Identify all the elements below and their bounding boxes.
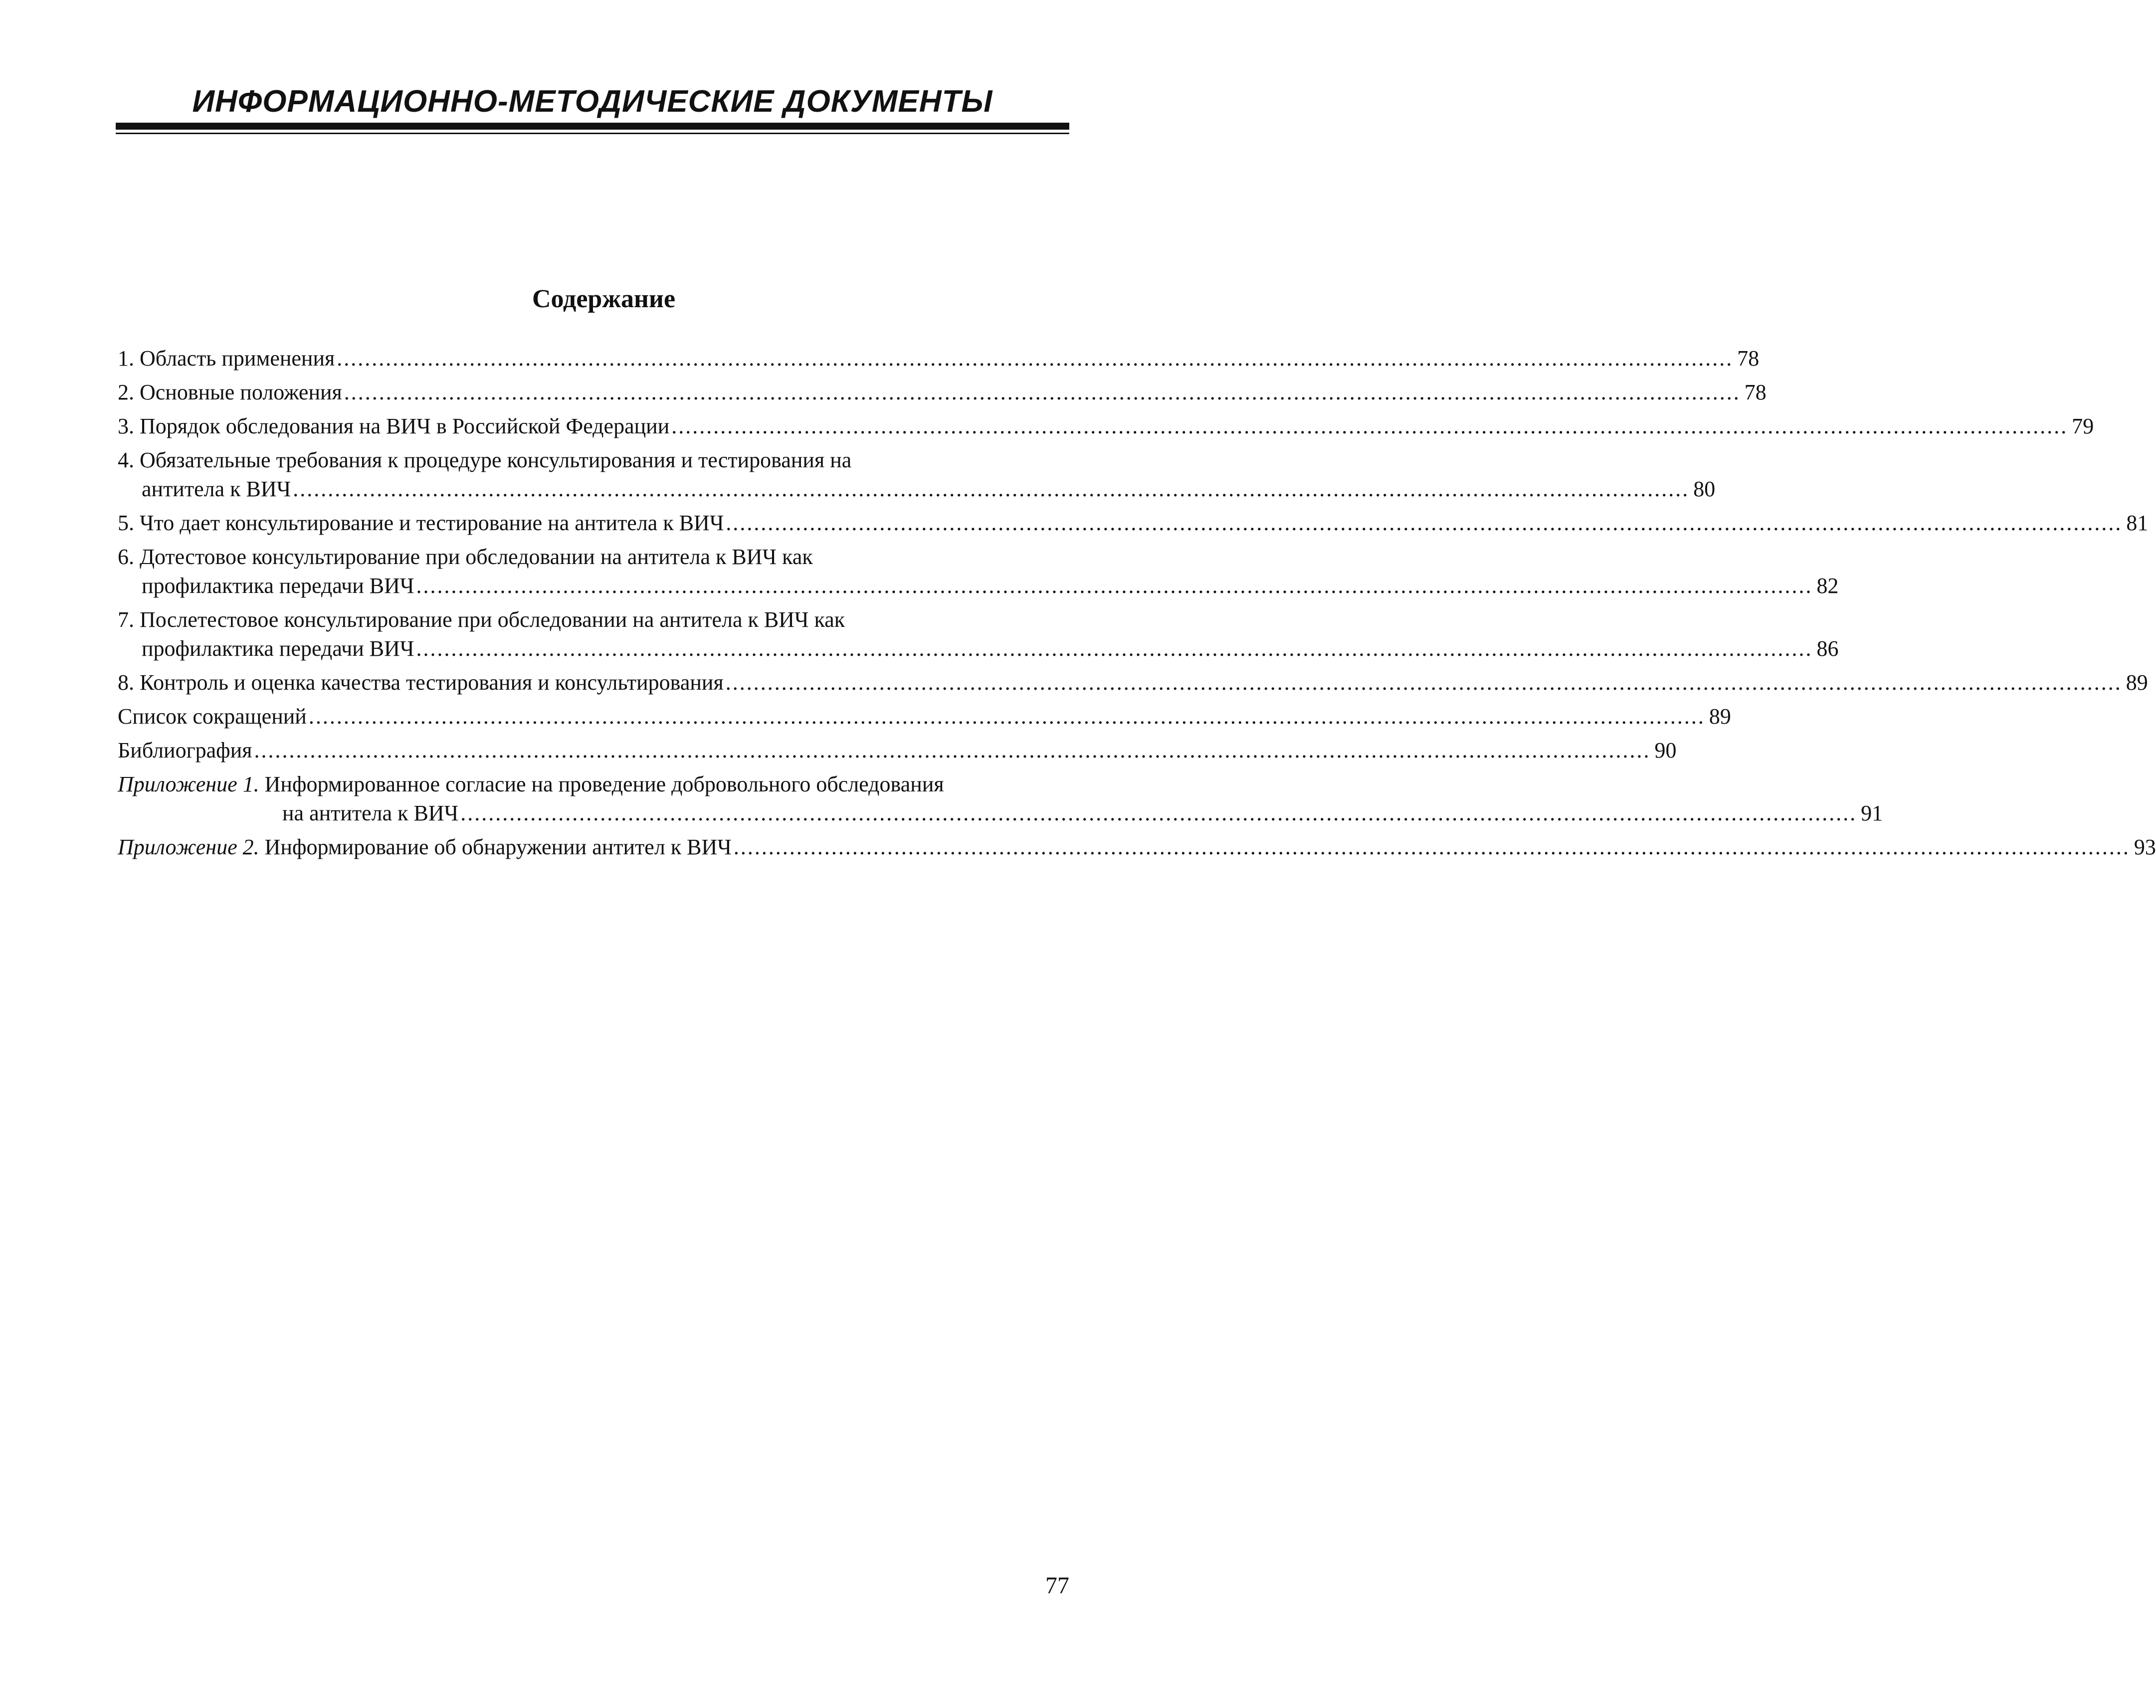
toc-entry-text: Информирование об обнаружении антител к ВИЧ (259, 835, 732, 859)
toc-entry-text: Информированное согласие на проведение добровольного обследования (259, 772, 944, 796)
toc-entry-text-continued: профилактика передачи ВИЧ (142, 636, 414, 661)
header-rule (116, 123, 1069, 130)
toc-entry-text-continued: профилактика передачи ВИЧ (142, 573, 414, 598)
dot-leader: ........................................................................................................................................................................................................ (344, 380, 1741, 404)
toc-entry-page: 90 (1654, 738, 1677, 762)
toc-entry-text: 3. Порядок обследования на ВИЧ в Российской Федерации (118, 414, 670, 438)
toc-title: Содержание (532, 285, 676, 313)
toc-entry-page: 78 (1737, 346, 1760, 371)
toc-entry-page: 82 (1816, 573, 1839, 598)
toc-entry-page: 79 (2072, 414, 2094, 438)
toc-entry-page: 86 (1816, 636, 1839, 661)
header-rule-thin (116, 133, 1069, 134)
dot-leader: ........................................................................................................................................................................................................ (671, 414, 2068, 438)
toc-entry-7[interactable] (118, 605, 1839, 663)
toc-entry-text: 7. Послетестовое консультирование при обследовании на антитела к ВИЧ как (118, 607, 845, 632)
dot-leader: ........................................................................................................................................................................................................ (308, 704, 1705, 729)
appendix-label: Приложение 2. (118, 835, 259, 859)
dot-leader: ........................................................................................................................................................................................................ (254, 738, 1651, 762)
page-number: 77 (1045, 1572, 1069, 1599)
toc-entry-text: Библиография (118, 738, 252, 762)
toc-entry-text-continued: антитела к ВИЧ (142, 477, 291, 501)
dot-leader: ........................................................................................................................................................................................................ (293, 477, 1690, 501)
toc-entry-8[interactable] (118, 668, 2148, 697)
table-of-contents (118, 344, 2156, 867)
toc-entry-text: 5. Что дает консультирование и тестирование на антитела к ВИЧ (118, 511, 724, 535)
appendix-label: Приложение 1. (118, 772, 259, 796)
dot-leader: ........................................................................................................................................................................................................ (416, 573, 1813, 598)
toc-entry-page: 80 (1693, 477, 1716, 501)
toc-entry-4[interactable] (118, 446, 1716, 504)
toc-entry-page: 89 (2126, 670, 2148, 695)
toc-entry-appendix-2[interactable] (118, 833, 2156, 862)
toc-entry-3[interactable] (118, 412, 2094, 441)
dot-leader: ........................................................................................................................................................................................................ (416, 636, 1813, 661)
toc-entry-text: 6. Дотестовое консультирование при обследовании на антитела к ВИЧ как (118, 545, 813, 569)
toc-entry-text: 8. Контроль и оценка качества тестирования и консультирования (118, 670, 724, 695)
toc-entry-abbreviations[interactable] (118, 702, 1731, 731)
dot-leader: ........................................................................................................................................................................................................ (725, 670, 2122, 695)
toc-entry-text: 2. Основные положения (118, 380, 342, 404)
toc-entry-page: 78 (1744, 380, 1766, 404)
toc-entry-5[interactable] (118, 509, 2149, 538)
dot-leader: ........................................................................................................................................................................................................ (337, 346, 1734, 371)
dot-leader: ........................................................................................................................................................................................................ (733, 835, 2130, 859)
dot-leader: ........................................................................................................................................................................................................ (726, 511, 2123, 535)
toc-entry-page: 89 (1709, 704, 1731, 729)
toc-entry-appendix-1[interactable] (118, 770, 1883, 828)
toc-entry-text: 4. Обязательные требования к процедуре консультирования и тестирования на (118, 448, 852, 472)
running-header-title: ИНФОРМАЦИОННО-МЕТОДИЧЕСКИЕ ДОКУМЕНТЫ (192, 84, 993, 119)
toc-entry-page: 93 (2134, 835, 2156, 859)
dot-leader: ........................................................................................................................................................................................................ (460, 801, 1857, 825)
page-header (116, 75, 1069, 135)
toc-entry-2[interactable] (118, 378, 1766, 407)
toc-entry-bibliography[interactable] (118, 736, 1677, 765)
toc-entry-text: Список сокращений (118, 704, 307, 729)
toc-entry-1[interactable] (118, 344, 1760, 373)
toc-entry-text: 1. Область применения (118, 346, 335, 371)
toc-entry-6[interactable] (118, 543, 1839, 600)
toc-entry-text-continued: на антитела к ВИЧ (282, 801, 459, 825)
toc-entry-page: 91 (1861, 801, 1883, 825)
toc-entry-page: 81 (2126, 511, 2149, 535)
